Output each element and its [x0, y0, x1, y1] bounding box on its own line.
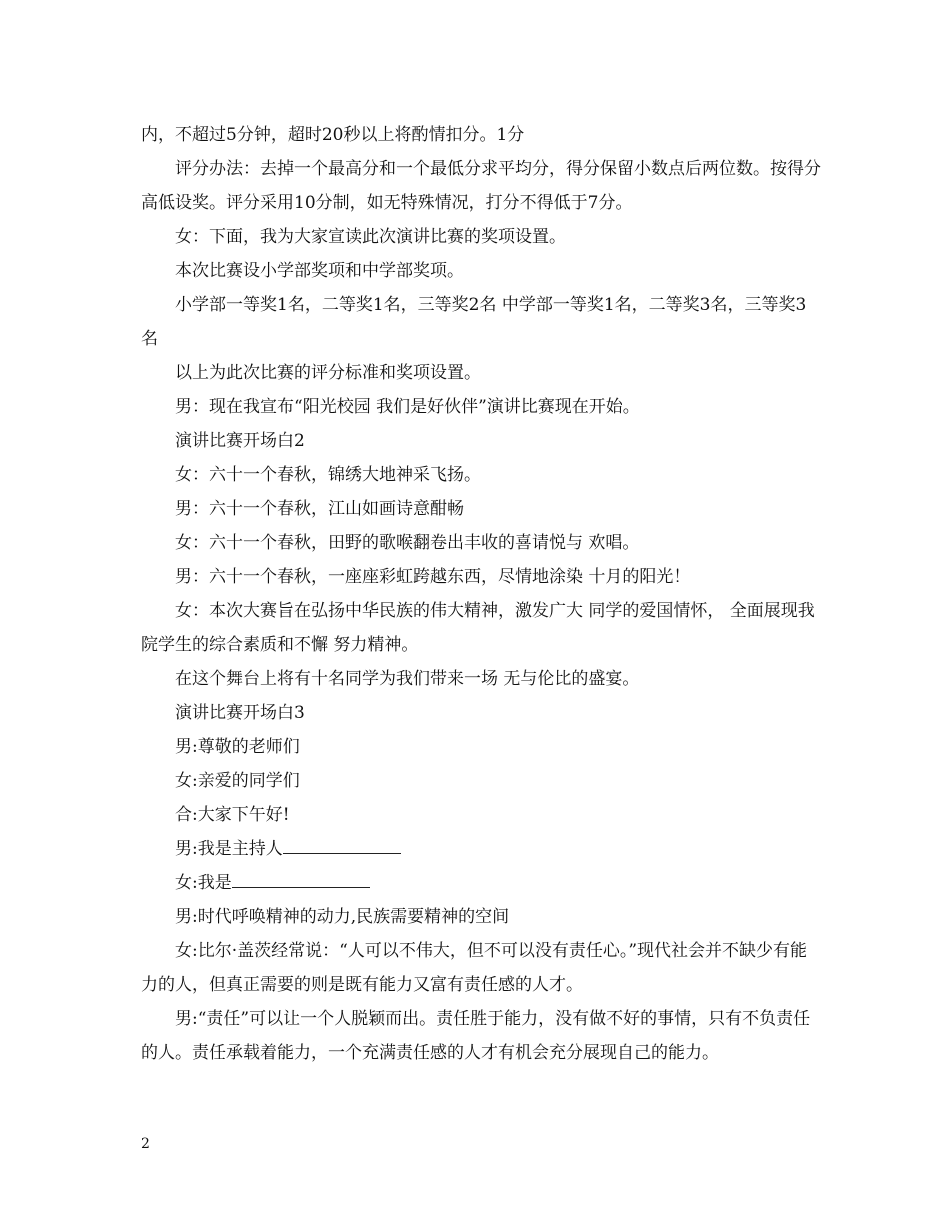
self-label: 女:我是 — [175, 873, 232, 893]
section-heading-2: 演讲比赛开场白2 — [175, 431, 305, 451]
paragraph-line: 女：本次大赛旨在弘扬中华民族的伟大精神，激发广大 同学的爱国情怀， 全面展现我院学生的综合素质和不懈 努力精神。 — [141, 601, 815, 655]
page-number: 2 — [141, 1136, 150, 1152]
paragraph-line: 男:时代呼唤精神的动力,民族需要精神的空间 — [175, 907, 510, 927]
paragraph-line: 男：六十一个春秋，江山如画诗意酣畅 — [175, 499, 464, 519]
blank-line — [232, 869, 370, 888]
paragraph-line: 女:比尔·盖茨经常说：“人可以不伟大，但不可以没有责任心。”现代社会并不缺少有能力的人，但真正需要的则是既有能力又富有责任感的人才。 — [141, 941, 808, 995]
document-body — [141, 118, 821, 1070]
paragraph-line: 男:尊敬的老师们 — [175, 737, 300, 757]
host-label: 男:我是主持人 — [175, 839, 283, 859]
section-heading-3: 演讲比赛开场白3 — [175, 703, 305, 723]
paragraph-line: 女：六十一个春秋，田野的歌喉翻卷出丰收的喜请悦与 欢唱。 — [175, 533, 640, 553]
paragraph-host-blank — [141, 832, 821, 866]
paragraph-summary: 以上为此次比赛的评分标准和奖项设置。 — [175, 363, 481, 383]
paragraph-award-intro: 女：下面，我为大家宣读此次演讲比赛的奖项设置。 — [175, 227, 566, 247]
paragraph-self-blank — [141, 866, 821, 900]
paragraph-line: 女:亲爱的同学们 — [175, 771, 300, 791]
paragraph-line: 合:大家下午好! — [175, 805, 290, 825]
blank-line — [283, 835, 401, 854]
paragraph-opening-announcement: 男：现在我宣布“阳光校园 我们是好伙伴”演讲比赛现在开始。 — [175, 397, 640, 417]
paragraph-time-limit: 内，不超过5分钟，超时20秒以上将酌情扣分。1分 — [141, 125, 525, 145]
paragraph-award-divisions: 本次比赛设小学部奖项和中学部奖项。 — [175, 261, 464, 281]
paragraph-line: 男:“责任”可以让一个人脱颖而出。责任胜于能力，没有做不好的事情，只有不负责任的人。责任承载着能力，一个充满责任感的人才有机会充分展现自己的能力。 — [141, 1009, 811, 1063]
paragraph-scoring-method: 评分办法：去掉一个最高分和一个最低分求平均分，得分保留小数点后两位数。按得分高低设奖。评分采用10分制，如无特殊情况，打分不得低于7分。 — [141, 159, 821, 213]
paragraph-line: 女：六十一个春秋，锦绣大地神采飞扬。 — [175, 465, 481, 485]
paragraph-line: 男：六十一个春秋，一座座彩虹跨越东西，尽情地涂染 十月的阳光！ — [175, 567, 691, 587]
paragraph-line: 在这个舞台上将有十名同学为我们带来一场 无与伦比的盛宴。 — [175, 669, 640, 689]
paragraph-award-counts: 小学部一等奖1名，二等奖1名，三等奖2名 中学部一等奖1名，二等奖3名，三等奖3名 — [141, 295, 807, 349]
